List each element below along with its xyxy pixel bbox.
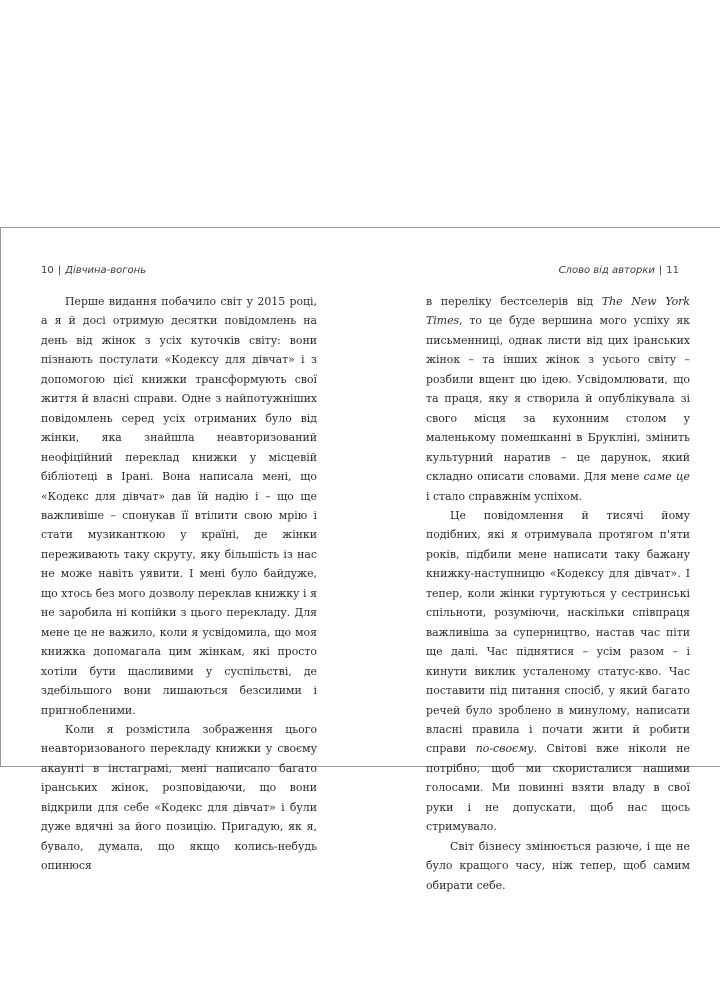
right-page bbox=[361, 228, 720, 892]
right-p1-text-c: і стало справжнім успіхом. bbox=[426, 489, 583, 503]
right-page-text bbox=[426, 292, 690, 895]
right-p1-text-a: в переліку бестселерів від bbox=[426, 295, 602, 308]
right-paragraph-1 bbox=[426, 292, 690, 506]
right-p1-italic-nyt: The New York Times bbox=[426, 295, 690, 328]
right-p1-text-b: , то це буде вершина мого успіху як письменниці, однак листи від цих іранських жінок – та інших жінок з усього світу – розбили вщент цю ідею. Усвідомлювати, що та праця, яку я створила й опублікувала зі свого місця за кухонним столом у маленькому помешканні в Брукліні, змінить культурний наратив – це дарунок, який складно описати словами. Для мене bbox=[426, 314, 690, 484]
section-title: Слово від авторки bbox=[558, 265, 655, 276]
left-page-number: 10 bbox=[41, 265, 54, 276]
left-paragraph-1: Перше видання побачило світ у 2015 році, а я й досі отримую десятки повідомлень на день від жінок з усіх куточків світу: вони пізнають постулати «Кодексу для дівчат» і з допомогою цієї книжки трансформують свої життя й власні справи. Одне з найпотужніших повідомлень серед усіх отриманих було від жінки, яка знайшла неавторизований неофіційний переклад книжки у місцевій бібліотеці в Ірані. Вона написала мені, що «Кодекс для дівчат» дав їй надію і – що ще важливіше – спонукав її втілити свою мрію і стати музиканткою у країні, де жінки переживають таку скруту, яку більшість із нас не може навіть уявити. І мені було байдуже, що хтось без мого дозволу переклав книжку і я не заробила ні копійки з цього перекладу. Для мене це не важило, коли я усвідомила, що моя книжка допомагала цим жінкам, які просто хотіли бути щасливими у суспільстві, де здебільшого вони лишаються безсилими і пригнобленими. bbox=[41, 295, 317, 717]
right-paragraph-2 bbox=[426, 506, 690, 837]
left-running-head bbox=[41, 265, 146, 276]
right-running-head bbox=[559, 265, 679, 276]
right-paragraph-3: Світ бізнесу змінюється разюче, і ще не було кращого часу, ніж тепер, щоб самим обирати себе. bbox=[426, 839, 690, 892]
book-title: Дівчина-вогонь bbox=[65, 265, 147, 276]
left-paragraph-2: Коли я розмістила зображення цього неавторизованого перекладу книжки у своєму акаунті в інстаграмі, мені написало багато іранських жінок, розповідаючи, що вони відкрили для себе «Кодекс для дівчат» і були дуже вдячні за його позицію. Пригадую, як я, бувало, думала, що якщо колись-небудь опинюся bbox=[41, 722, 317, 873]
right-p2-text-b: . Світові вже ніколи не потрібно, щоб ми скористалися нашими голосами. Ми повинні взяти владу в свої руки і не допускати, щоб нас щось стримувало. bbox=[426, 742, 690, 834]
left-page-text bbox=[41, 292, 317, 876]
book-spread bbox=[0, 227, 720, 892]
right-p2-text-a: Це повідомлення й тисячі йому подібних, які я отримувала протягом п'яти років, підбили мене написати таку бажану книжку-наступницю «Кодексу для дівчат». І тепер, коли жінки гуртуються у сестринські спільноти, розуміючи, наскільки співпраця важливіша за суперництво, настав час піти ще далі. Час піднятися – усім разом – і кинути виклик усталеному статус-кво. Час поставити під питання спосіб, у який багато речей було зроблено в минулому, написати власні правила і почати жити й робити справи bbox=[426, 508, 690, 756]
right-page-number: 11 bbox=[666, 265, 679, 276]
left-page bbox=[1, 228, 361, 873]
right-header-separator: | bbox=[658, 265, 663, 276]
right-p1-italic-same: саме це bbox=[643, 470, 690, 484]
left-header-separator: | bbox=[57, 265, 62, 276]
right-p2-italic: по-своєму bbox=[475, 742, 534, 756]
